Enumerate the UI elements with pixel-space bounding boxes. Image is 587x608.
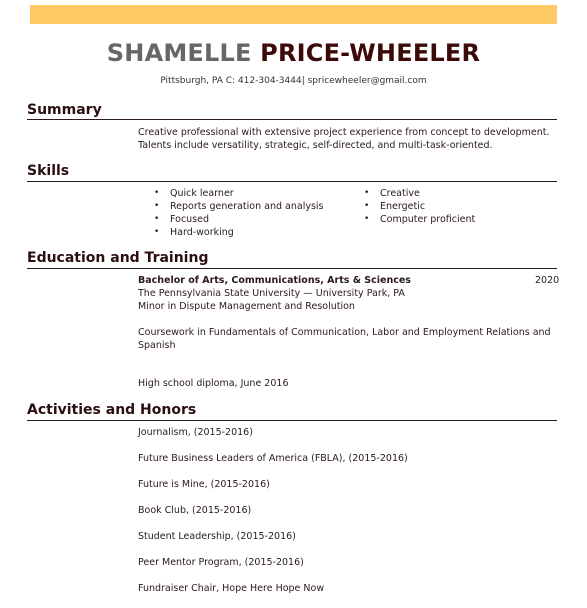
skill-item: • Computer proficient: [364, 213, 475, 226]
activity-item: Future Business Leaders of America (FBLA), (2015-2016): [138, 453, 408, 464]
activity-item: Student Leadership, (2015-2016): [138, 531, 296, 542]
skill-item: • Energetic: [364, 200, 475, 213]
summary-line-2: Talents include versatility, strategic, self-directed, and multi-task-oriented.: [138, 140, 493, 151]
activity-item: Fundraiser Chair, Hope Here Hope Now: [138, 583, 325, 594]
coursework-line-2: Spanish: [138, 340, 176, 351]
education-heading: Education and Training: [27, 250, 209, 266]
summary-line-1: Creative professional with extensive project experience from concept to development.: [138, 127, 550, 138]
education-divider: [27, 268, 557, 269]
skill-item: • Hard-working: [154, 226, 324, 239]
contact-info: Pittsburgh, PA C: 412-304-3444| spricewheeler@gmail.com: [160, 76, 427, 86]
graduation-year: 2020: [535, 275, 560, 286]
summary-divider: [27, 119, 557, 120]
activity-item: Journalism, (2015-2016): [138, 427, 253, 438]
activities-divider: [27, 420, 557, 421]
candidate-name: [0, 38, 587, 68]
skills-list-left: [154, 187, 324, 239]
activity-item: Book Club, (2015-2016): [138, 505, 252, 516]
degree: Bachelor of Arts, Communications, Arts & Sciences: [138, 275, 411, 286]
skills-divider: [27, 181, 557, 182]
minor: Minor in Dispute Management and Resolution: [138, 301, 355, 312]
activities-heading: Activities and Honors: [27, 402, 197, 418]
skills-list-right: [364, 187, 475, 226]
skill-item: • Quick learner: [154, 187, 324, 200]
activity-item: Future is Mine, (2015-2016): [138, 479, 270, 490]
activity-item: Peer Mentor Program, (2015-2016): [138, 557, 304, 568]
skill-item: • Creative: [364, 187, 475, 200]
summary-heading: Summary: [27, 102, 102, 118]
school-name: The Pennsylvania State University — University Park, PA: [138, 288, 405, 299]
skill-item: • Focused: [154, 213, 324, 226]
coursework-line-1: Coursework in Fundamentals of Communication, Labor and Employment Relations and: [138, 327, 551, 338]
first-name: SHAMELLE: [106, 39, 252, 67]
skill-item: • Reports generation and analysis: [154, 200, 324, 213]
header-accent-bar: [30, 5, 557, 24]
last-name: PRICE-WHEELER: [260, 39, 481, 67]
high-school-diploma: High school diploma, June 2016: [138, 378, 289, 389]
skills-heading: Skills: [27, 163, 70, 179]
